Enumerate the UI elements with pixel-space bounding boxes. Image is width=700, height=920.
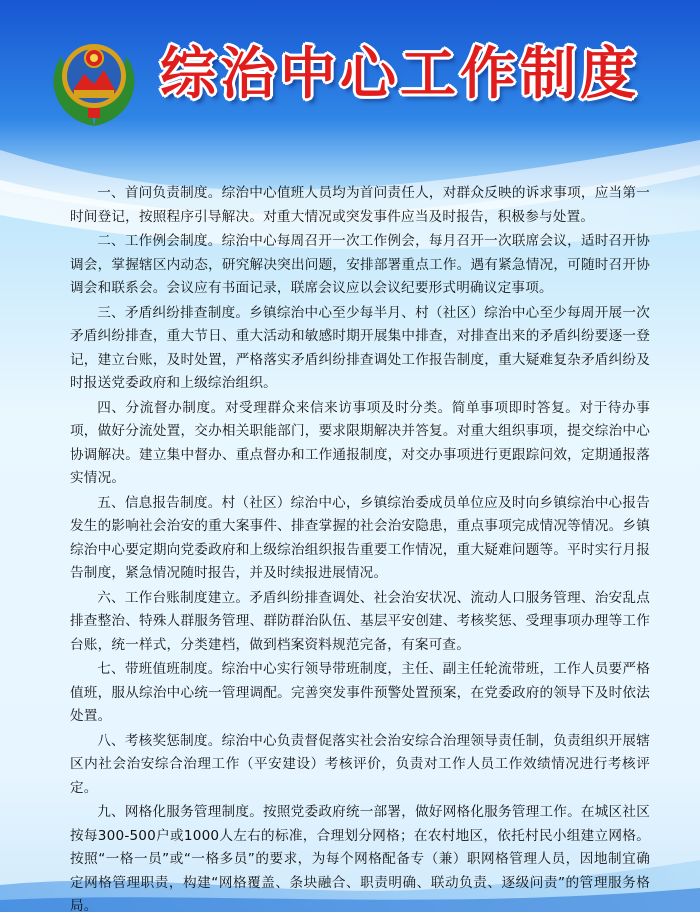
regulation-list: [70, 182, 650, 920]
list-item: 九、网格化服务管理制度。按照党委政府统一部署，做好网格化服务管理工作。在城区社区按每300-500户或1000人左右的标准，合理划分网格；在农村地区，依托村民小组建立网格。按照“一格一员”或“一格多员”的要求，为每个网格配备专（兼）职网格管理人员，因地制宜确定网格管理职责，构建“网格覆盖、条块融合、职责明确、联动负责、逐级问责”的管理服务格局。: [70, 804, 650, 914]
list-item: 六、工作台账制度建立。矛盾纠纷排查调处、社会治安状况、流动人口服务管理、治安乱点排查整治、特殊人群服务管理、群防群治队伍、基层平安创建、考核奖惩、受理事项办理等工作台账，统一样式，分类建档，做到档案资料规范完备，有案可查。: [70, 589, 650, 653]
list-item: 四、分流督办制度。对受理群众来信来访事项及时分类。简单事项即时答复。对于待办事项，做好分流处置，交办相关职能部门，要求限期解决并答复。对重大组织事项，提交综治中心协调解决。建立集中督办、重点督办和工作通报制度，对交办事项进行更跟踪问效，定期通报落实情况。: [70, 399, 650, 486]
list-item: 二、工作例会制度。综治中心每周召开一次工作例会，每月召开一次联席会议，适时召开协调会，掌握辖区内动态，研究解决突出问题，安排部署重点工作。遇有紧急情况，可随时召开协调会和联系会。会议应有书面记录，联席会议应以会议纪要形式明确议定事项。: [70, 233, 650, 296]
police-emblem-icon: [44, 30, 144, 130]
list-item: 一、首问负责制度。综治中心值班人员均为首问责任人，对群众反映的诉求事项，应当第一时间登记，按照程序引导解决。对重大情况或突发事件应当及时报告，积极参与处置。: [70, 185, 650, 225]
list-item: 八、考核奖惩制度。综治中心负责督促落实社会治安综合治理领导责任制，负责组织开展辖区内社会治安综合治理工作（平安建设）考核评价，负责对工作人员工作效绩情况进行考核评定。: [70, 732, 650, 796]
list-item: 五、信息报告制度。村（社区）综治中心，乡镇综治委成员单位应及时向乡镇综治中心报告发生的影响社会治安的重大案事件、排查掌握的社会治安隐患，重点事项完成情况等情况。乡镇综治中心要定期向党委政府和上级综治组织报告重要工作情况，重大疑难问题等。平时实行月报告制度，紧急情况随时报告，并及时续报进展情况。: [70, 494, 650, 581]
list-item: 三、矛盾纠纷排查制度。乡镇综治中心至少每半月、村（社区）综治中心至少每周开展一次矛盾纠纷排查，重大节日、重大活动和敏感时期开展集中排查，对排查出来的矛盾纠纷要逐一登记，建立台账，及时处置，严格落实矛盾纠纷排查调处工作报告制度，重大疑难复杂矛盾纠纷及时报送党委政府和上级综治组织。: [70, 304, 650, 391]
list-item: 七、带班值班制度。综治中心实行领导带班制度，主任、副主任轮流带班，工作人员要严格值班，服从综治中心统一管理调配。完善突发事件预警处置预案，在党委政府的领导下及时依法处置。: [70, 661, 650, 724]
page-title: 综治中心工作制度: [160, 41, 640, 107]
